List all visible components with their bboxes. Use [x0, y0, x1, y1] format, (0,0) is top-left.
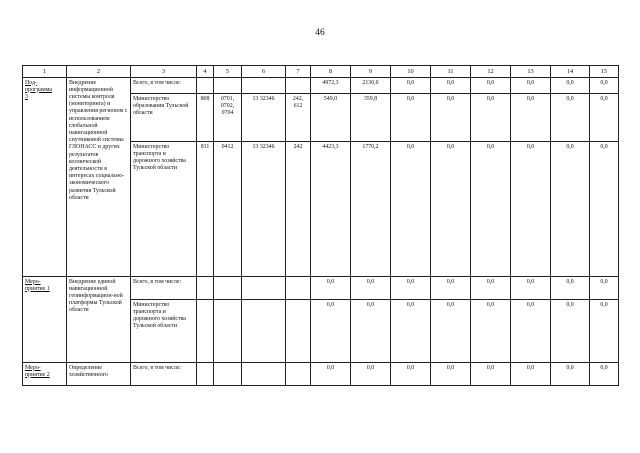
col-header: 4: [197, 66, 214, 78]
value-cell-c10: 0,0: [391, 142, 431, 277]
item-name: Внедрение информационной системы контроля (мониторинга) и управления регионом с использованием глобальной навигационной спутниковой системы ГЛОНАСС и других результатов космической деятельности в интересах социально-экономического развития Тульской области: [67, 78, 131, 277]
value-cell-c13: 0,0: [511, 363, 551, 386]
col-header: 8: [311, 66, 351, 78]
value-cell-c7: 242: [286, 142, 311, 277]
value-cell-c8: 0,0: [311, 277, 351, 300]
value-cell-c14: 0,0: [551, 363, 590, 386]
value-cell-c4: [197, 300, 214, 363]
value-cell-c6: 13 32346: [242, 142, 286, 277]
value-cell-c9: 359,8: [351, 94, 391, 142]
value-cell-c13: 0,0: [511, 142, 551, 277]
value-cell-c13: 0,0: [511, 78, 551, 94]
value-cell-c9: 0,0: [351, 277, 391, 300]
value-cell-c8: 0,0: [311, 363, 351, 386]
value-cell-c14: 0,0: [551, 300, 590, 363]
value-cell-c9: 2130,0: [351, 78, 391, 94]
value-cell-c12: 0,0: [471, 94, 511, 142]
col-header: 5: [214, 66, 242, 78]
value-cell-c13: 0,0: [511, 94, 551, 142]
value-cell-c11: 0,0: [431, 363, 471, 386]
value-cell-c9: 0,0: [351, 300, 391, 363]
item-code-text: Под- программа 3: [25, 79, 53, 100]
table-row: [23, 363, 619, 386]
value-cell-c5: 0701, 0702, 0704: [214, 94, 242, 142]
executor-cell: Министерство транспорта и дорожного хозяйства Тульской области: [131, 300, 197, 363]
value-cell-c5: [214, 78, 242, 94]
value-cell-c11: 0,0: [431, 277, 471, 300]
value-cell-c6: 13 32346: [242, 94, 286, 142]
col-header: 1: [23, 66, 67, 78]
item-code: [23, 363, 67, 386]
value-cell-c11: 0,0: [431, 78, 471, 94]
value-cell-c14: 0,0: [551, 142, 590, 277]
value-cell-c12: 0,0: [471, 277, 511, 300]
value-cell-c9: 1770,2: [351, 142, 391, 277]
col-header: 15: [590, 66, 619, 78]
item-code-text: Меро- приятие 1: [25, 278, 50, 292]
value-cell-c8: 0,0: [311, 300, 351, 363]
value-cell-c12: 0,0: [471, 142, 511, 277]
value-cell-c5: [214, 300, 242, 363]
value-cell-c15: 0,0: [590, 94, 619, 142]
value-cell-c14: 0,0: [551, 94, 590, 142]
col-header: 3: [131, 66, 197, 78]
executor-cell: Всего, в том числе:: [131, 277, 197, 300]
col-header: 9: [351, 66, 391, 78]
value-cell-c5: 0412: [214, 142, 242, 277]
value-cell-c8: 4423,3: [311, 142, 351, 277]
header-row: [23, 66, 619, 78]
value-cell-c7: [286, 78, 311, 94]
table-body: [23, 66, 619, 386]
value-cell-c5: [214, 363, 242, 386]
value-cell-c10: 0,0: [391, 277, 431, 300]
value-cell-c13: 0,0: [511, 300, 551, 363]
value-cell-c7: [286, 277, 311, 300]
value-cell-c4: 811: [197, 142, 214, 277]
executor-cell: Министерство образования Тульской области: [131, 94, 197, 142]
value-cell-c8: 549,0: [311, 94, 351, 142]
value-cell-c15: 0,0: [590, 78, 619, 94]
value-cell-c15: 0,0: [590, 363, 619, 386]
col-header: 14: [551, 66, 590, 78]
item-code: [23, 78, 67, 277]
page-number: 46: [315, 28, 325, 38]
col-header: 6: [242, 66, 286, 78]
col-header: 12: [471, 66, 511, 78]
col-header: 10: [391, 66, 431, 78]
value-cell-c12: 0,0: [471, 78, 511, 94]
item-code-text: Меро- приятие 2: [25, 364, 50, 378]
col-header: 7: [286, 66, 311, 78]
value-cell-c6: [242, 300, 286, 363]
program-table: [22, 65, 619, 386]
value-cell-c15: 0,0: [590, 142, 619, 277]
value-cell-c4: [197, 277, 214, 300]
value-cell-c6: [242, 277, 286, 300]
value-cell-c4: 808: [197, 94, 214, 142]
value-cell-c8: 4972,3: [311, 78, 351, 94]
col-header: 2: [67, 66, 131, 78]
value-cell-c5: [214, 277, 242, 300]
value-cell-c12: 0,0: [471, 300, 511, 363]
value-cell-c14: 0,0: [551, 78, 590, 94]
table-row: [23, 78, 619, 94]
col-header: 11: [431, 66, 471, 78]
item-name: Внедрение единой навигационной геоинформацион-ной платформы Тульской области: [67, 277, 131, 363]
value-cell-c7: [286, 300, 311, 363]
value-cell-c15: 0,0: [590, 300, 619, 363]
executor-cell: Всего, в том числе:: [131, 78, 197, 94]
value-cell-c11: 0,0: [431, 94, 471, 142]
value-cell-c12: 0,0: [471, 363, 511, 386]
value-cell-c13: 0,0: [511, 277, 551, 300]
value-cell-c10: 0,0: [391, 300, 431, 363]
executor-cell: Министерство транспорта и дорожного хозяйства Тульской области: [131, 142, 197, 277]
value-cell-c15: 0,0: [590, 277, 619, 300]
value-cell-c14: 0,0: [551, 277, 590, 300]
item-code: [23, 277, 67, 363]
col-header: 13: [511, 66, 551, 78]
value-cell-c4: [197, 78, 214, 94]
item-name: Определение хозяйственного: [67, 363, 131, 386]
value-cell-c4: [197, 363, 214, 386]
value-cell-c7: [286, 363, 311, 386]
value-cell-c9: 0,0: [351, 363, 391, 386]
value-cell-c10: 0,0: [391, 363, 431, 386]
value-cell-c10: 0,0: [391, 78, 431, 94]
value-cell-c11: 0,0: [431, 142, 471, 277]
table-row: [23, 277, 619, 300]
value-cell-c11: 0,0: [431, 300, 471, 363]
value-cell-c10: 0,0: [391, 94, 431, 142]
value-cell-c6: [242, 78, 286, 94]
value-cell-c6: [242, 363, 286, 386]
value-cell-c7: 242, 612: [286, 94, 311, 142]
executor-cell: Всего, в том числе:: [131, 363, 197, 386]
